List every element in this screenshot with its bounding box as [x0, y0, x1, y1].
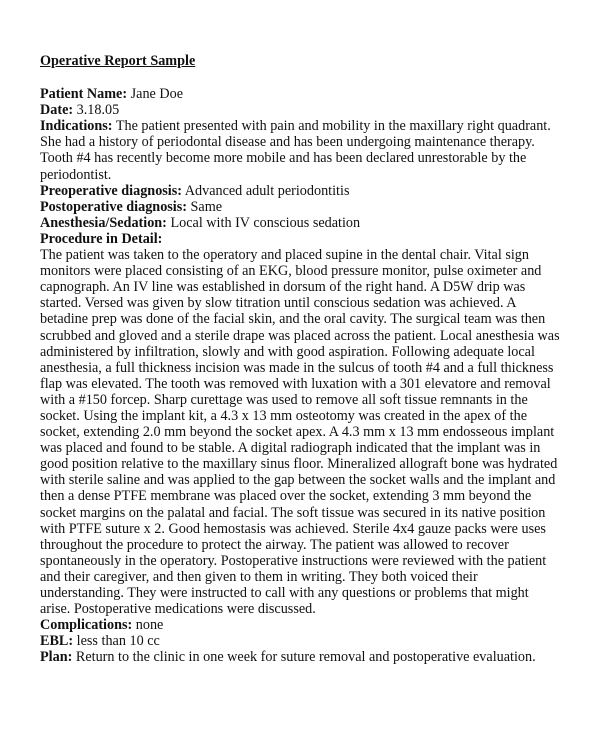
postoperative-diagnosis-label: Postoperative diagnosis:: [40, 198, 187, 215]
anesthesia-field: [40, 215, 560, 231]
plan-field: [40, 649, 560, 665]
indications-value: The patient presented with pain and mobility in the maxillary right quadrant. She had a history of periodontal disease and has been undergoing maintenance therapy. Tooth #4 has recently become more mobile and has been declared unrestorable by the periodontist.: [40, 118, 551, 183]
anesthesia-value: Local with IV conscious sedation: [170, 214, 361, 231]
patient-name-field: [40, 86, 560, 102]
anesthesia-label: Anesthesia/Sedation:: [40, 214, 167, 231]
plan-value: Return to the clinic in one week for suture removal and postoperative evaluation.: [75, 649, 536, 666]
complications-field: [40, 617, 560, 633]
patient-name-value: Jane Doe: [130, 86, 184, 103]
ebl-label: EBL:: [40, 633, 74, 650]
indications-field: [40, 118, 560, 182]
patient-name-label: Patient Name:: [40, 86, 128, 103]
preoperative-diagnosis-value: Advanced adult periodontitis: [184, 182, 350, 199]
preoperative-diagnosis-field: [40, 183, 560, 199]
document-title: Operative Report Sample: [40, 53, 196, 69]
date-value: 3.18.05: [76, 102, 120, 119]
procedure-label: Procedure in Detail:: [40, 230, 163, 247]
complications-label: Complications:: [40, 617, 133, 634]
procedure-text: The patient was taken to the operatory and placed supine in the dental chair. Vital sign monitors were placed consisting of an EKG, blood pressure monitor, pulse oximeter and capnograph. An IV line was established in dorsum of the right hand. A D5W drip was started. Versed was given by slow titration until conscious sedation was achieved. A betadine prep was done of the facial skin, and the oral cavity. The surgical team was then scrubbed and gloved and a sterile drape was placed across the patient. Local anesthesia was administered by infiltration, slowly and with good aspiration. Following adequate local anesthesia, a full thickness incision was made in the sulcus of tooth #4 and a full thickness flap was elevated. The tooth was removed with luxation with a 301 elevatore and removal with a #150 forcep. Sharp curettage was used to remove all soft tissue remnants in the socket. Using the implant kit, a 4.3 x 13 mm osteotomy was created in the apex of the socket, extending 2.0 mm beyond the socket apex. A 4.3 mm x 13 mm endosseous implant was placed and found to be stable. A digital radiograph indicated that the implant was in good position relative to the maxillary sinus floor. Mineralized allograft bone was hydrated with sterile saline and was applied to the gap between the socket walls and the implant and then a dense PTFE membrane was placed over the socket, extending 3 mm beyond the socket margins on the palatal and facial. The soft tissue was secured in its native position with PTFE suture x 2. Good hemostasis was achieved. Sterile 4x4 gauze packs were uses throughout the procedure to protect the airway. The patient was allowed to recover spontaneously in the operatory. Postoperative instructions were reviewed with the patient and their caregiver, and then given to them in writing. They both voiced their understanding. They were instructed to call with any questions or problems that might arise. Postoperative medications were discussed.: [40, 247, 560, 618]
postoperative-diagnosis-value: Same: [190, 198, 223, 215]
postoperative-diagnosis-field: [40, 199, 560, 215]
ebl-field: [40, 633, 560, 649]
date-label: Date:: [40, 102, 74, 119]
procedure-heading: [40, 231, 560, 247]
complications-value: none: [135, 617, 164, 634]
preoperative-diagnosis-label: Preoperative diagnosis:: [40, 182, 182, 199]
indications-label: Indications:: [40, 118, 113, 135]
date-field: [40, 102, 560, 118]
ebl-value: less than 10 cc: [76, 633, 160, 650]
plan-label: Plan:: [40, 649, 73, 666]
